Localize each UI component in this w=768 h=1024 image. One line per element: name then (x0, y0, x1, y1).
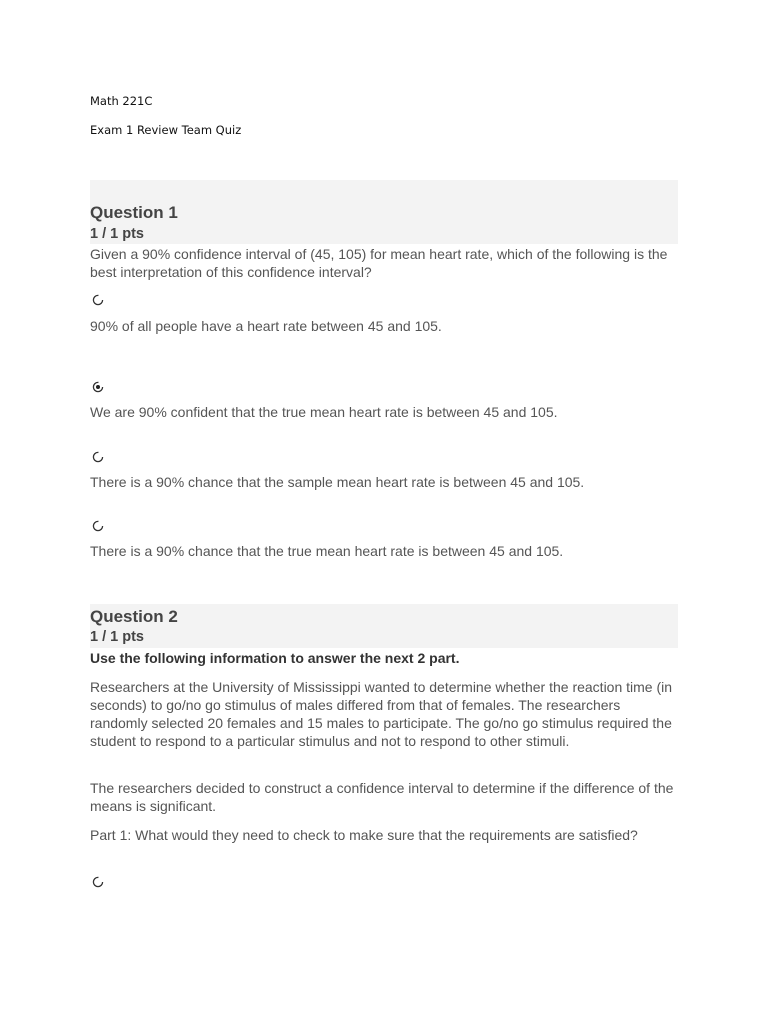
question-2-paragraph-1: Researchers at the University of Mississippi wanted to determine whether the reaction time (in seconds) to go/no go stimulus of males differed from that of females. The researchers randomly selected 20 females and 15 males to participate. The go/no go stimulus required the student to respond to a particular stimulus and not to respond to other stimuli. (90, 679, 673, 749)
radio-option-3[interactable] (92, 451, 104, 463)
course-name: Math 221C (90, 94, 153, 108)
radio-option-1[interactable] (92, 294, 104, 306)
question-2-title: Question 2 (90, 607, 178, 626)
option-4-text: There is a 90% chance that the true mean heart rate is between 45 and 105. (90, 543, 564, 559)
question-2-header (90, 604, 678, 648)
radio-option-4[interactable] (92, 520, 104, 532)
question-2-points: 1 / 1 pts (90, 629, 144, 645)
question-2-instruction: Use the following information to answer the next 2 part. (90, 650, 460, 666)
radio-q2-option-1[interactable] (92, 876, 104, 888)
question-1-header (90, 180, 678, 244)
quiz-title: Exam 1 Review Team Quiz (90, 123, 242, 137)
question-1-points: 1 / 1 pts (90, 226, 144, 242)
option-2-text: We are 90% confident that the true mean heart rate is between 45 and 105. (90, 404, 558, 420)
question-2-part-1-prompt: Part 1: What would they need to check to make sure that the requirements are satisfied? (90, 827, 638, 843)
option-1-text: 90% of all people have a heart rate between 45 and 105. (90, 318, 442, 334)
option-3-text: There is a 90% chance that the sample mean heart rate is between 45 and 105. (90, 474, 585, 490)
question-1-title: Question 1 (90, 203, 178, 222)
question-1-prompt: Given a 90% confidence interval of (45, 105) for mean heart rate, which of the following is the best interpretation of this confidence interval? (90, 246, 668, 280)
question-2-paragraph-2: The researchers decided to construct a confidence interval to determine if the difference of the means is significant. (90, 780, 674, 814)
radio-option-2-selected[interactable] (92, 381, 104, 393)
